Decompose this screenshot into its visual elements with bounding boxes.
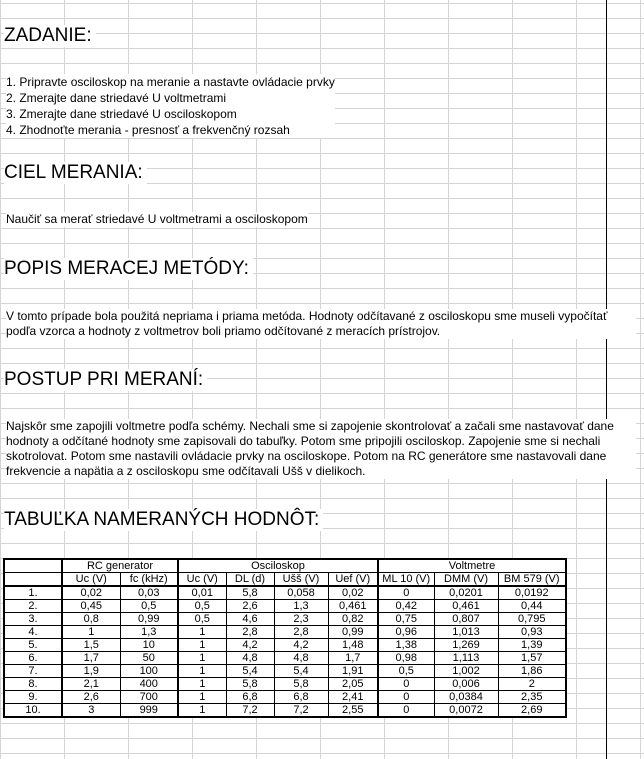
postup-heading: POSTUP PRI MERANÍ: [4,369,207,391]
ciel-text: Naučiť sa merať striedavé U voltmetrami a osciloskopom [6,212,308,226]
row-number-cell: 8. [4,678,62,691]
table-cell: 0,0072 [434,704,498,718]
tabulka-heading: TABUĽKA NAMERANÝCH HODNÔT: [4,509,323,531]
table-cell: 2,6 [226,600,274,613]
table-cell: 6,8 [226,691,274,704]
table-cell: 5,8 [226,586,274,600]
table-cell: 0,0384 [434,691,498,704]
table-cell: 1,86 [498,665,566,678]
group-header-rc-generator: RC generator [62,559,178,573]
column-header: DL (d) [226,573,274,587]
table-cell: 7,2 [226,704,274,718]
table-cell: 0,0192 [498,586,566,600]
table-cell: 0,461 [434,600,498,613]
measurements-table [3,558,567,718]
zadanie-list [6,74,335,138]
table-row [4,639,566,652]
postup-text [6,419,636,479]
table-cell: 0,44 [498,600,566,613]
table-cell: 0,98 [378,652,434,665]
table-cell: 0,461 [328,600,378,613]
row-number-cell: 6. [4,652,62,665]
popis-line: podľa vzorca a hodnoty z voltmetrov boli priamo odčítované z meracích prístrojov. [6,324,441,338]
postup-line: frekvencie a napätia a z osciloskopu sme odčítavali Ušš v dielikoch. [6,464,366,478]
table-cell: 1 [178,665,226,678]
table-cell: 100 [120,665,178,678]
table-cell: 1,91 [328,665,378,678]
table-cell: 1,57 [498,652,566,665]
row-number-cell: 2. [4,600,62,613]
table-cell: 6,8 [274,691,328,704]
table-cell: 2,55 [328,704,378,718]
table-cell: 2,8 [226,626,274,639]
table-cell: 1,3 [120,626,178,639]
table-cell: 3 [62,704,120,718]
table-corner-cell [4,559,62,573]
table-cell: 0,5 [378,665,434,678]
table-cell: 10 [120,639,178,652]
table-cell: 0,96 [378,626,434,639]
table-cell: 1 [62,626,120,639]
table-cell: 1 [178,639,226,652]
table-cell: 1,3 [274,600,328,613]
table-row [4,626,566,639]
table-cell: 5,8 [274,678,328,691]
table-cell: 0,42 [378,600,434,613]
table-cell: 0,82 [328,613,378,626]
table-cell: 0,5 [178,600,226,613]
table-cell: 1,113 [434,652,498,665]
table-cell: 1,38 [378,639,434,652]
table-cell: 0,75 [378,613,434,626]
column-header: DMM (V) [434,573,498,587]
table-cell: 4,2 [274,639,328,652]
table-cell: 0,93 [498,626,566,639]
table-row [4,665,566,678]
table-cell: 2,1 [62,678,120,691]
postup-line: hodnoty a odčítané hodnoty sme zapisovali do tabuľky. Potom sme pripojili osciloskop. Zapojenie sme si nechali [6,434,601,448]
table-row [4,704,566,718]
table-body [4,586,566,717]
table-cell: 1,7 [328,652,378,665]
table-cell: 1,5 [62,639,120,652]
table-cell: 4,2 [226,639,274,652]
table-cell: 0,02 [328,586,378,600]
table-row [4,586,566,600]
row-number-header [4,573,62,587]
column-header: Ušš (V) [274,573,328,587]
column-header: Uc (V) [178,573,226,587]
column-header: Uc (V) [62,573,120,587]
table-row [4,691,566,704]
table-cell: 1,013 [434,626,498,639]
sheet-page-break-line [606,0,607,759]
table-cell: 400 [120,678,178,691]
column-header: fc (kHz) [120,573,178,587]
table-row [4,678,566,691]
table-cell: 0,006 [434,678,498,691]
table-cell: 0,795 [498,613,566,626]
table-cell: 2,35 [498,691,566,704]
row-number-cell: 5. [4,639,62,652]
table-cell: 0,99 [328,626,378,639]
table-cell: 0,02 [62,586,120,600]
ciel-heading: CIEL MERANIA: [4,162,147,184]
table-cell: 1 [178,691,226,704]
table-cell: 1 [178,678,226,691]
table-cell: 0 [378,691,434,704]
table-cell: 4,8 [274,652,328,665]
table-cell: 0,01 [178,586,226,600]
table-cell: 0 [378,586,434,600]
table-cell: 2,69 [498,704,566,718]
postup-line: Najskôr sme zapojili voltmetre podľa schémy. Nechali sme si zapojenie skontrolovať a začali sme nastavovať dane [6,419,614,433]
table-row [4,600,566,613]
zadanie-item: 4. Zhodnoťte merania - presnosť a frekvenčný rozsah [6,123,290,137]
table-cell: 0,807 [434,613,498,626]
table-cell: 4,8 [226,652,274,665]
row-number-cell: 4. [4,626,62,639]
table-cell: 2,3 [274,613,328,626]
table-cell: 0,99 [120,613,178,626]
column-header: Uef (V) [328,573,378,587]
row-number-cell: 3. [4,613,62,626]
table-cell: 7,2 [274,704,328,718]
column-header: BM 579 (V) [498,573,566,587]
table-cell: 5,4 [274,665,328,678]
table-row [4,652,566,665]
column-header: ML 10 (V) [378,573,434,587]
table-cell: 2 [498,678,566,691]
table-row [4,613,566,626]
table-cell: 0 [378,704,434,718]
zadanie-item: 1. Pripravte osciloskop na meranie a nastavte ovládacie prvky [6,75,335,89]
group-header-osciloskop: Osciloskop [178,559,378,573]
table-cell: 1 [178,704,226,718]
table-cell: 50 [120,652,178,665]
table-cell: 0,0201 [434,586,498,600]
row-number-cell: 1. [4,586,62,600]
table-cell: 1,48 [328,639,378,652]
table-cell: 0,5 [178,613,226,626]
row-number-cell: 9. [4,691,62,704]
table-cell: 0,058 [274,586,328,600]
table-cell: 0,45 [62,600,120,613]
zadanie-heading: ZADANIE: [4,25,96,47]
table-cell: 5,4 [226,665,274,678]
table-cell: 5,8 [226,678,274,691]
popis-line: V tomto prípade bola použitá nepriama i priama metóda. Hodnoty odčítavané z osciloskopu sme museli vypočítať [6,309,608,323]
popis-text [6,309,636,339]
table-cell: 1,002 [434,665,498,678]
table-cell: 1 [178,652,226,665]
table-cell: 1,39 [498,639,566,652]
table-cell: 1,7 [62,652,120,665]
row-number-cell: 10. [4,704,62,718]
group-header-voltmetre: Voltmetre [378,559,566,573]
table-cell: 1 [178,626,226,639]
table-cell: 0,03 [120,586,178,600]
table-cell: 999 [120,704,178,718]
table-cell: 700 [120,691,178,704]
popis-heading: POPIS MERACEJ METÓDY: [4,258,253,280]
postup-line: skotrolovat. Potom sme nastavili ovládacie prvky na osciloskope. Potom na RC generátore sme nastavovali dane [6,449,607,463]
table-cell: 2,8 [274,626,328,639]
table-cell: 0 [378,678,434,691]
table-cell: 2,41 [328,691,378,704]
row-number-cell: 7. [4,665,62,678]
zadanie-item: 3. Zmerajte dane striedavé U osciloskopom [6,107,237,121]
table-group-header-row [4,559,566,573]
table-cell: 4,6 [226,613,274,626]
table-cell: 1,269 [434,639,498,652]
table-cell: 0,8 [62,613,120,626]
table-column-header-row [4,573,566,587]
zadanie-item: 2. Zmerajte dane striedavé U voltmetrami [6,91,227,105]
table-cell: 2,05 [328,678,378,691]
table-cell: 0,5 [120,600,178,613]
table-cell: 1,9 [62,665,120,678]
table-cell: 2,6 [62,691,120,704]
